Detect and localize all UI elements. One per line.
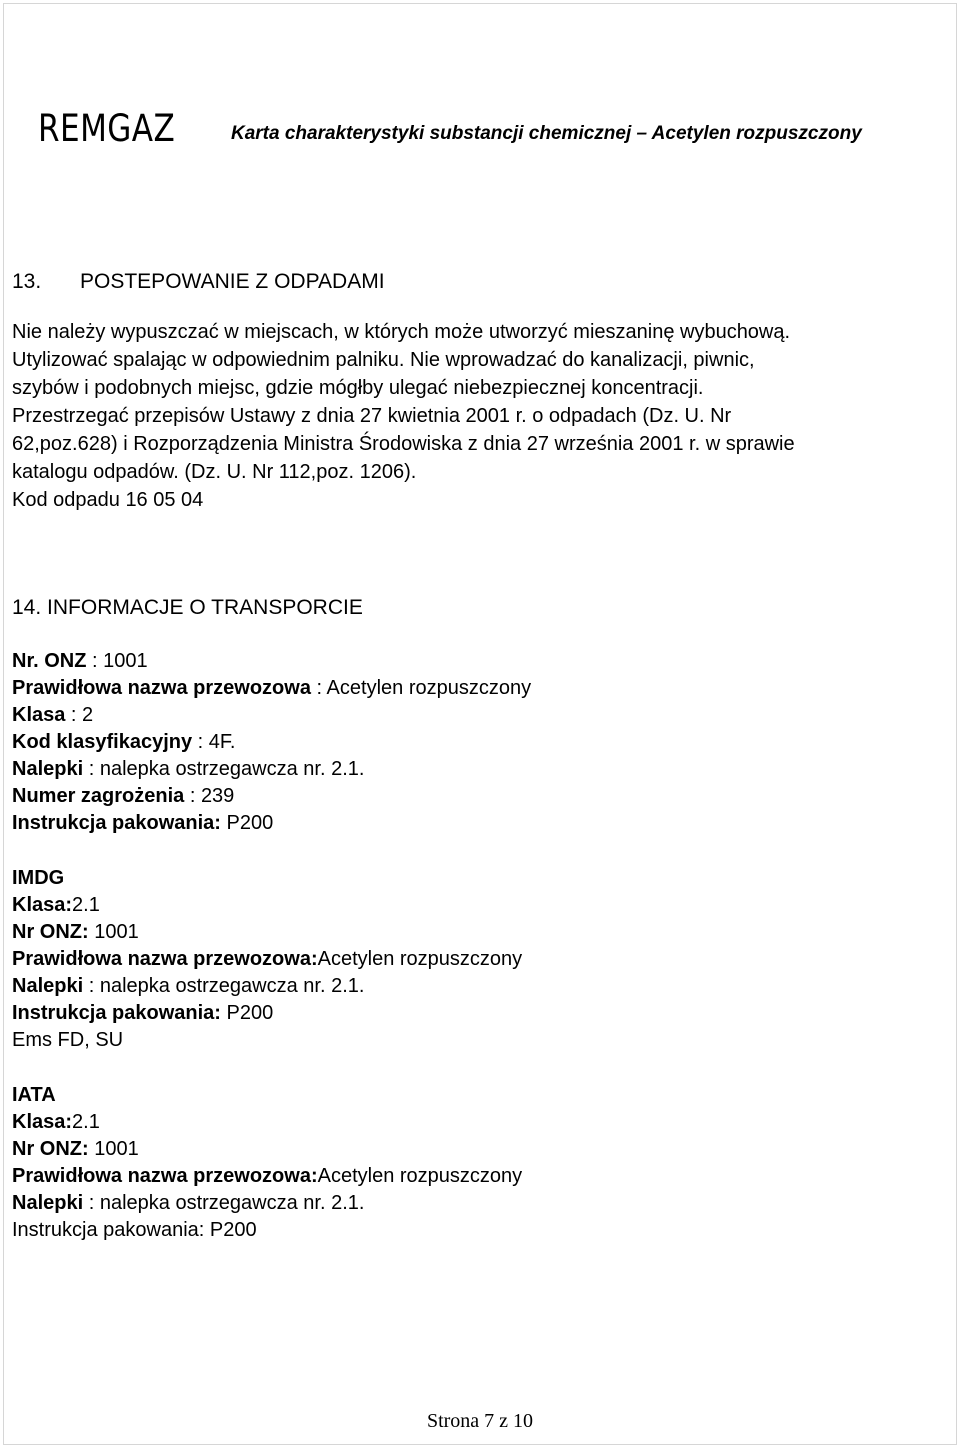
info-label: Kod klasyfikacyjny xyxy=(12,731,193,753)
iata-list xyxy=(12,1109,942,1217)
paragraph-line: szybów i podobnych miejsc, gdzie mógłby ulegać niebezpiecznej koncentracji. xyxy=(12,377,704,399)
info-row xyxy=(12,973,942,1000)
info-label: Nr. ONZ xyxy=(12,650,87,672)
info-label: Instrukcja pakowania: xyxy=(12,1002,221,1024)
paragraph-line: katalogu odpadów. (Dz. U. Nr 112,poz. 1206). xyxy=(12,461,417,483)
info-value: P200 xyxy=(226,812,274,834)
info-row xyxy=(12,919,942,946)
info-row xyxy=(12,1000,942,1027)
info-row xyxy=(12,810,942,837)
info-value: 2.1 xyxy=(72,894,100,916)
info-separator: : xyxy=(192,731,209,753)
waste-code: Kod odpadu 16 05 04 xyxy=(12,489,204,511)
paragraph-line: Nie należy wypuszczać w miejscach, w których może utworzyć mieszaninę wybuchową. xyxy=(12,321,791,343)
info-value: nalepka ostrzegawcza nr. 2.1. xyxy=(99,1192,365,1214)
page-number: Strona 7 z 10 xyxy=(426,1410,534,1432)
info-row xyxy=(12,946,942,973)
info-label: Prawidłowa nazwa przewozowa: xyxy=(12,948,318,970)
paragraph-line: 62,poz.628) i Rozporządzenia Ministra Środowiska z dnia 27 września 2001 r. w sprawie xyxy=(12,433,795,455)
info-value: nalepka ostrzegawcza nr. 2.1. xyxy=(99,758,365,780)
info-value: 1001 xyxy=(94,921,139,943)
info-separator: : xyxy=(65,704,83,726)
info-row xyxy=(12,648,942,675)
imdg-block xyxy=(12,865,942,1054)
info-separator: : xyxy=(83,975,100,997)
info-row xyxy=(12,1109,942,1136)
info-separator: : xyxy=(184,785,201,807)
info-row xyxy=(12,756,942,783)
info-label: Nr ONZ: xyxy=(12,921,89,943)
info-label: Prawidłowa nazwa przewozowa xyxy=(12,677,311,699)
info-row xyxy=(12,702,942,729)
packing-instruction: Instrukcja pakowania: P200 xyxy=(12,1219,257,1241)
info-value: P200 xyxy=(226,1002,274,1024)
info-separator: : xyxy=(86,650,104,672)
document-header xyxy=(38,104,930,154)
info-row xyxy=(12,1190,942,1217)
info-row xyxy=(12,729,942,756)
company-logo: REMGAZ xyxy=(38,107,176,150)
section-heading xyxy=(12,268,942,296)
adr-transport-list xyxy=(12,648,942,837)
info-value: 2.1 xyxy=(72,1111,100,1133)
iata-title: IATA xyxy=(12,1084,56,1106)
info-row xyxy=(12,1163,942,1190)
info-value: 1001 xyxy=(103,650,148,672)
info-label: Klasa xyxy=(12,704,66,726)
info-label: Nalepki xyxy=(12,758,84,780)
info-separator: : xyxy=(83,1192,100,1214)
info-value: Acetylen rozpuszczony xyxy=(317,948,523,970)
info-label: Klasa: xyxy=(12,1111,73,1133)
paragraph-line: Przestrzegać przepisów Ustawy z dnia 27 kwietnia 2001 r. o odpadach (Dz. U. Nr xyxy=(12,405,732,427)
info-label: Numer zagrożenia xyxy=(12,785,185,807)
info-row xyxy=(12,1136,942,1163)
info-value: Acetylen rozpuszczony xyxy=(326,677,532,699)
iata-block xyxy=(12,1082,942,1244)
info-row xyxy=(12,892,942,919)
info-separator: : xyxy=(310,677,327,699)
info-label: Nr ONZ: xyxy=(12,1138,89,1160)
section-title: POSTEPOWANIE Z ODPADAMI xyxy=(80,270,385,293)
section-waste-disposal xyxy=(12,268,942,514)
info-label: Prawidłowa nazwa przewozowa: xyxy=(12,1165,318,1187)
info-label: Nalepki xyxy=(12,1192,84,1214)
ems-code: Ems FD, SU xyxy=(12,1029,124,1051)
info-value: nalepka ostrzegawcza nr. 2.1. xyxy=(99,975,365,997)
info-separator: : xyxy=(83,758,100,780)
document-title: Karta charakterystyki substancji chemicznej – Acetylen rozpuszczony xyxy=(231,123,862,144)
info-label: Instrukcja pakowania: xyxy=(12,812,221,834)
imdg-list xyxy=(12,892,942,1027)
info-value: 239 xyxy=(200,785,235,807)
section-title: INFORMACJE O TRANSPORCIE xyxy=(47,596,363,619)
info-row xyxy=(12,783,942,810)
section-body xyxy=(12,318,942,514)
paragraph-line: Utylizować spalając w odpowiednim palniku. Nie wprowadzać do kanalizacji, piwnic, xyxy=(12,349,755,371)
info-value: 4F. xyxy=(208,731,236,753)
info-value: 1001 xyxy=(94,1138,139,1160)
info-label: Nalepki xyxy=(12,975,84,997)
section-transport-info xyxy=(12,594,942,1244)
section-heading xyxy=(12,594,942,622)
imdg-title: IMDG xyxy=(12,867,65,889)
section-number: 14. xyxy=(12,596,42,619)
info-value: Acetylen rozpuszczony xyxy=(317,1165,523,1187)
section-number: 13. xyxy=(12,270,42,293)
info-row xyxy=(12,675,942,702)
info-value: 2 xyxy=(82,704,94,726)
info-label: Klasa: xyxy=(12,894,73,916)
